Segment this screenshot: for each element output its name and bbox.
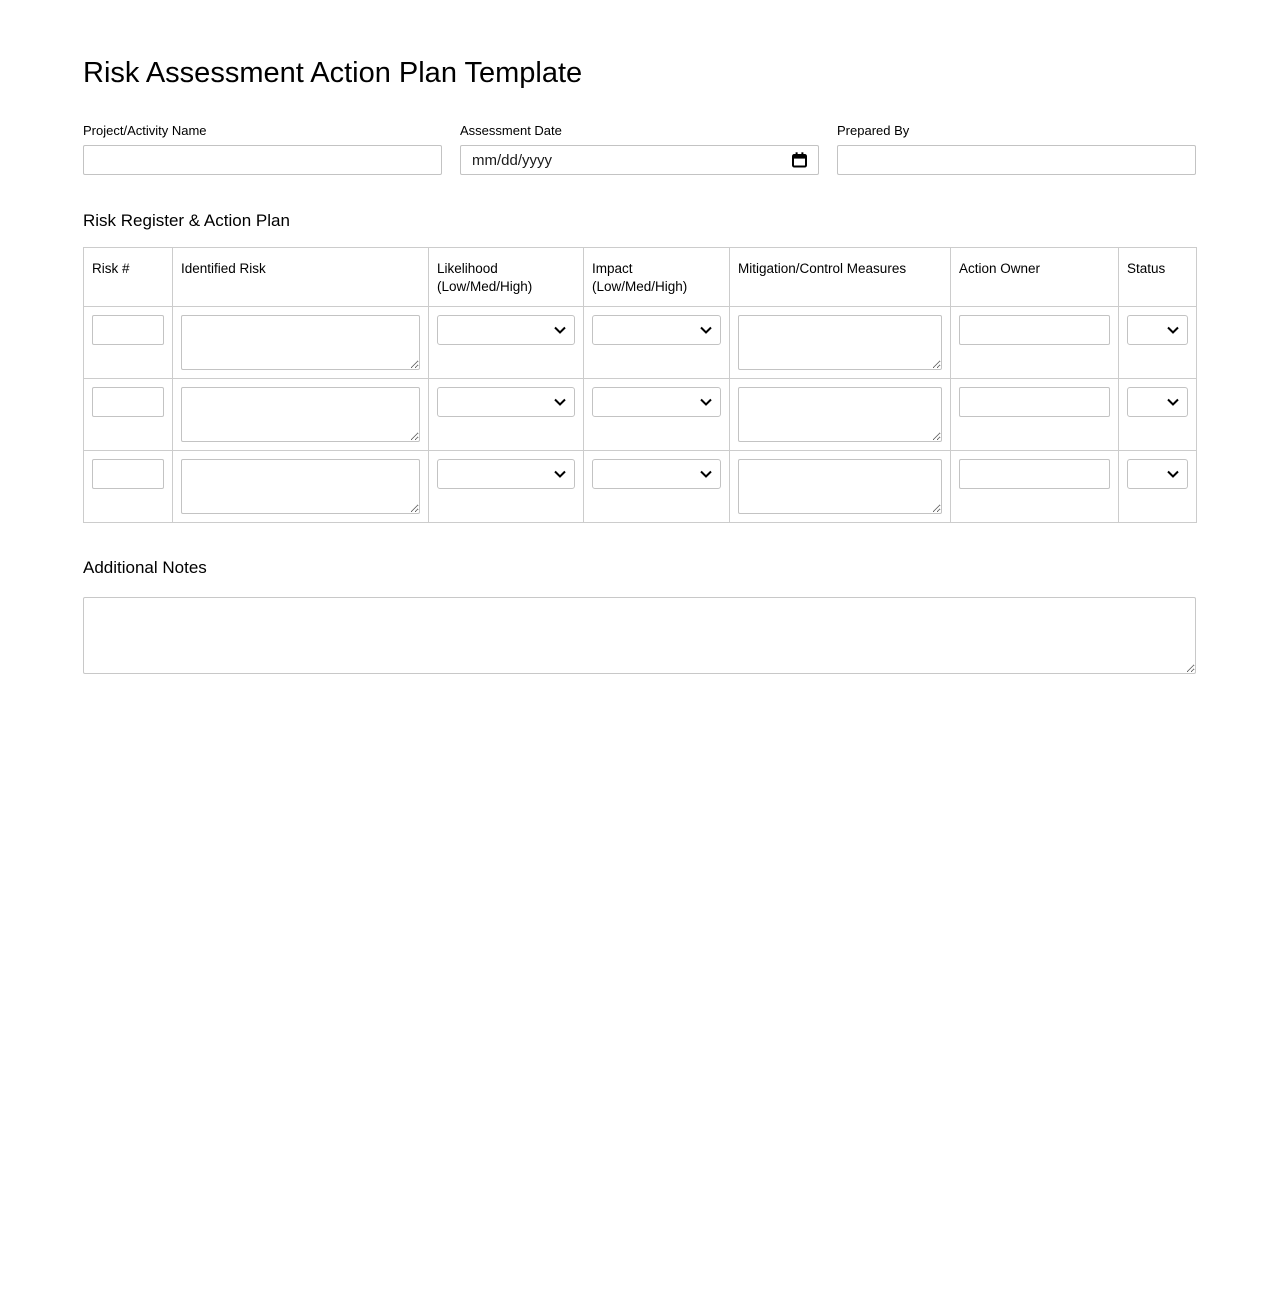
likelihood-select[interactable] — [437, 387, 575, 417]
project-name-label: Project/Activity Name — [83, 123, 207, 138]
page-title: Risk Assessment Action Plan Template — [83, 57, 583, 89]
calendar-icon[interactable] — [791, 152, 808, 169]
mitigation-textarea[interactable] — [738, 387, 942, 442]
assessment-date-label: Assessment Date — [460, 123, 562, 138]
table-row — [84, 379, 1197, 451]
column-header-risk-number: Risk # — [84, 248, 173, 307]
action-owner-input[interactable] — [959, 387, 1110, 417]
table-row — [84, 451, 1197, 523]
likelihood-select[interactable] — [437, 315, 575, 345]
column-header-status: Status — [1119, 248, 1197, 307]
column-header-action-owner: Action Owner — [951, 248, 1119, 307]
risk-number-input[interactable] — [92, 459, 164, 489]
impact-select[interactable] — [592, 459, 721, 489]
mitigation-textarea[interactable] — [738, 459, 942, 514]
identified-risk-textarea[interactable] — [181, 459, 420, 514]
project-name-field — [83, 123, 442, 175]
assessment-date-field — [460, 123, 819, 175]
column-header-likelihood: Likelihood (Low/Med/High) — [429, 248, 584, 307]
action-owner-input[interactable] — [959, 459, 1110, 489]
risk-number-input[interactable] — [92, 387, 164, 417]
status-select[interactable] — [1127, 315, 1188, 345]
mitigation-textarea[interactable] — [738, 315, 942, 370]
likelihood-select[interactable] — [437, 459, 575, 489]
column-header-identified-risk: Identified Risk — [173, 248, 429, 307]
risk-table — [83, 247, 1197, 523]
prepared-by-input[interactable] — [837, 145, 1196, 175]
column-header-mitigation: Mitigation/Control Measures — [730, 248, 951, 307]
action-owner-input[interactable] — [959, 315, 1110, 345]
assessment-date-input[interactable] — [460, 145, 819, 175]
header-form — [83, 123, 1196, 175]
impact-select[interactable] — [592, 315, 721, 345]
impact-select[interactable] — [592, 387, 721, 417]
status-select[interactable] — [1127, 387, 1188, 417]
risk-register-heading: Risk Register & Action Plan — [83, 211, 290, 230]
prepared-by-label: Prepared By — [837, 123, 910, 138]
identified-risk-textarea[interactable] — [181, 387, 420, 442]
identified-risk-textarea[interactable] — [181, 315, 420, 370]
project-name-input[interactable] — [83, 145, 442, 175]
additional-notes-textarea[interactable] — [83, 597, 1196, 674]
column-header-impact: Impact (Low/Med/High) — [584, 248, 730, 307]
status-select[interactable] — [1127, 459, 1188, 489]
risk-number-input[interactable] — [92, 315, 164, 345]
prepared-by-field — [837, 123, 1196, 175]
table-header-row — [84, 248, 1197, 307]
table-row — [84, 307, 1197, 379]
date-placeholder: mm/dd/yyyy — [472, 151, 553, 169]
additional-notes-heading: Additional Notes — [83, 558, 207, 577]
